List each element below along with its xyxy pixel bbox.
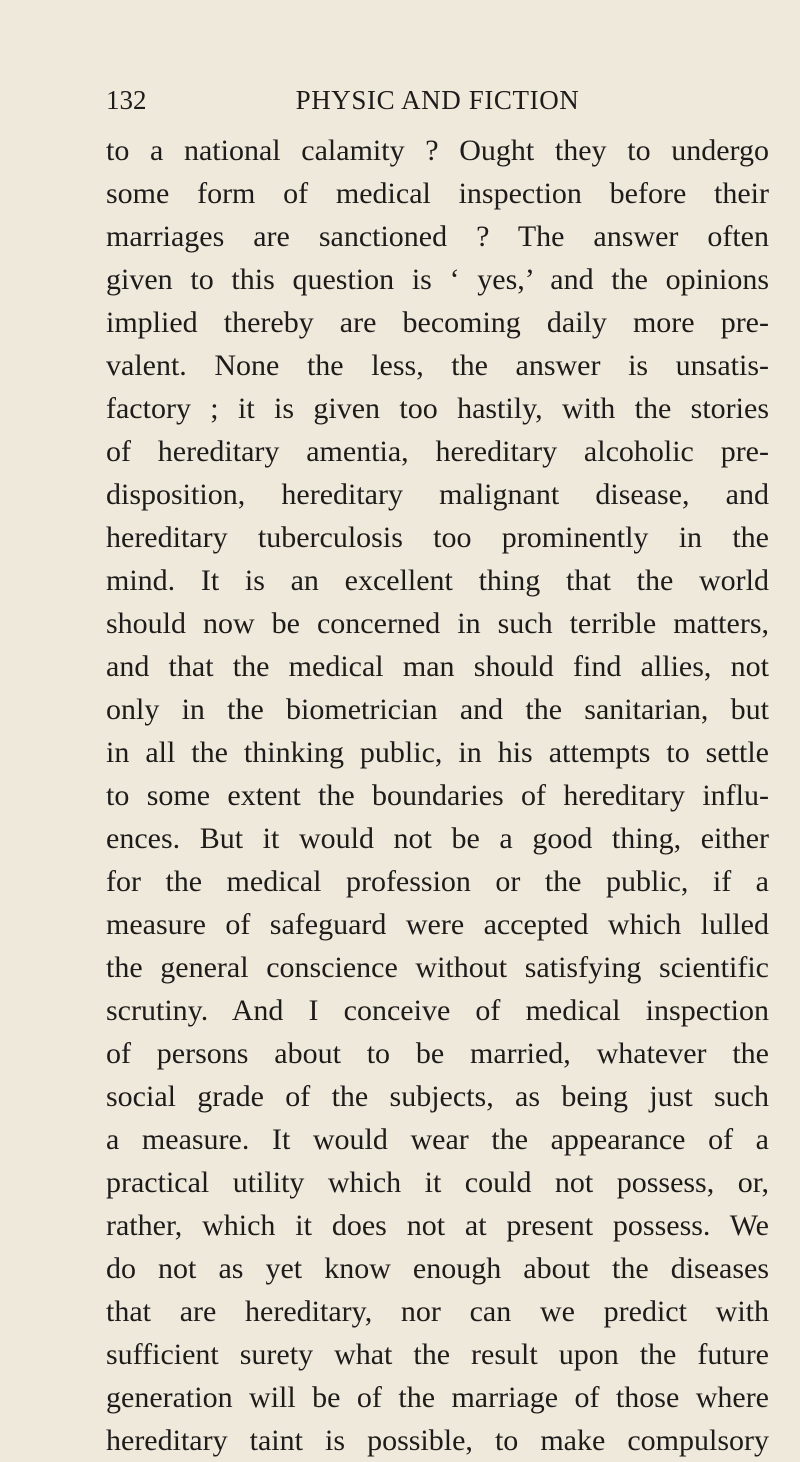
text-line: the general conscience without satisfying scientific: [106, 951, 769, 984]
body-text: [106, 129, 769, 1462]
page-header: [106, 80, 769, 120]
text-line: disposition, hereditary malignant disease, and: [106, 478, 769, 511]
text-line: do not as yet know enough about the diseases: [106, 1252, 769, 1285]
text-line: to some extent the boundaries of hereditary influ-: [106, 779, 769, 812]
text-line: rather, which it does not at present possess. We: [106, 1209, 769, 1242]
page-number: 132: [106, 85, 147, 115]
text-line: generation will be of the marriage of those where: [106, 1381, 769, 1414]
text-line: of hereditary amentia, hereditary alcoholic pre-: [106, 435, 769, 468]
text-line: a measure. It would wear the appearance of a: [106, 1123, 769, 1156]
text-line: in all the thinking public, in his attempts to settle: [106, 736, 769, 769]
text-line: and that the medical man should find allies, not: [106, 650, 769, 683]
text-line: ences. But it would not be a good thing, either: [106, 822, 769, 855]
text-line: marriages are sanctioned ? The answer often: [106, 220, 769, 253]
text-line: to a national calamity ? Ought they to undergo: [106, 134, 769, 167]
text-line: hereditary taint is possible, to make compulsory: [106, 1424, 769, 1457]
running-title: PHYSIC AND FICTION: [295, 85, 580, 115]
text-line: some form of medical inspection before their: [106, 177, 769, 210]
text-line: factory ; it is given too hastily, with the stories: [106, 392, 769, 425]
text-line: hereditary tuberculosis too prominently in the: [106, 521, 769, 554]
text-line: scrutiny. And I conceive of medical inspection: [106, 994, 769, 1027]
text-line: measure of safeguard were accepted which lulled: [106, 908, 769, 941]
text-line: valent. None the less, the answer is unsatis-: [106, 349, 769, 382]
text-line: should now be concerned in such terrible matters,: [106, 607, 769, 640]
text-line: given to this question is ‘ yes,’ and the opinions: [106, 263, 769, 296]
text-line: social grade of the subjects, as being just such: [106, 1080, 769, 1113]
text-line: that are hereditary, nor can we predict with: [106, 1295, 769, 1328]
text-line: sufficient surety what the result upon the future: [106, 1338, 769, 1371]
text-line: of persons about to be married, whatever the: [106, 1037, 769, 1070]
text-line: for the medical profession or the public, if a: [106, 865, 769, 898]
text-line: practical utility which it could not possess, or,: [106, 1166, 769, 1199]
text-line: implied thereby are becoming daily more pre-: [106, 306, 769, 339]
text-line: mind. It is an excellent thing that the world: [106, 564, 769, 597]
text-line: only in the biometrician and the sanitarian, but: [106, 693, 769, 726]
